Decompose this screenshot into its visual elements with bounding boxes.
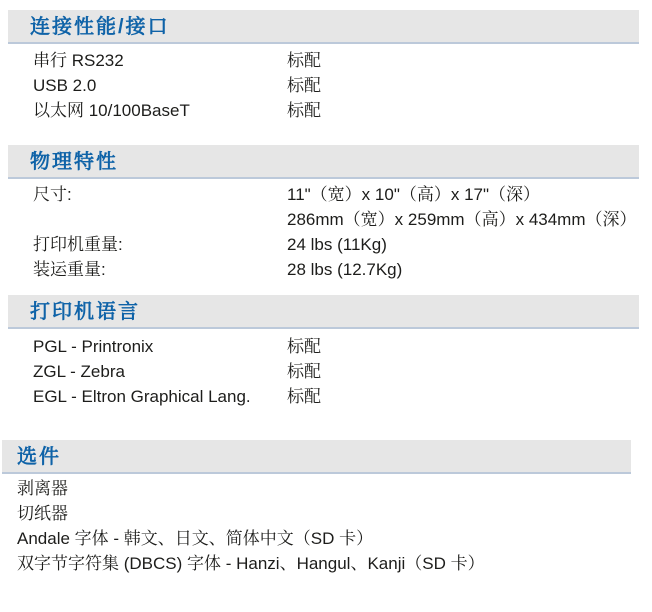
spec-row xyxy=(33,232,387,257)
spec-value: 11"（宽）x 10"（高）x 17"（深） xyxy=(287,185,541,204)
spec-row xyxy=(33,48,321,73)
spec-label: ZGL - Zebra xyxy=(33,362,125,381)
spec-row xyxy=(33,182,541,207)
spec-row xyxy=(33,98,321,123)
option-item: 双字节字符集 (DBCS) 字体 - Hanzi、Hangul、Kanji（SD 卡） xyxy=(17,554,485,573)
spec-value: 28 lbs (12.7Kg) xyxy=(287,260,403,279)
section-title-physical: 物理特性 xyxy=(30,151,118,173)
option-item: 切纸器 xyxy=(17,504,68,523)
option-item: Andale 字体 - 韩文、日文、简体中文（SD 卡） xyxy=(17,529,374,548)
section-band-languages xyxy=(8,295,639,329)
spec-value: 286mm（宽）x 259mm（高）x 434mm（深） xyxy=(287,210,637,229)
spec-label: 串行 RS232 xyxy=(33,51,124,70)
spec-row xyxy=(33,207,637,232)
section-band-options xyxy=(2,440,631,474)
section-rows-languages xyxy=(33,334,321,409)
spec-label: 打印机重量: xyxy=(33,235,123,254)
spec-value: 标配 xyxy=(287,101,321,120)
spec-row xyxy=(33,73,321,98)
spec-row xyxy=(33,334,321,359)
spec-label: 尺寸: xyxy=(33,185,72,204)
section-band-connectivity xyxy=(8,10,639,44)
spec-value: 标配 xyxy=(287,362,321,381)
section-title-connectivity: 连接性能/接口 xyxy=(30,16,170,38)
spec-label: EGL - Eltron Graphical Lang. xyxy=(33,387,251,406)
spec-label: 装运重量: xyxy=(33,260,106,279)
spec-label: PGL - Printronix xyxy=(33,337,154,356)
option-item: 剥离器 xyxy=(17,479,68,498)
spec-value: 标配 xyxy=(287,51,321,70)
spec-value: 标配 xyxy=(287,76,321,95)
spec-value: 24 lbs (11Kg) xyxy=(287,235,387,254)
spec-label: 以太网 10/100BaseT xyxy=(33,101,190,120)
spec-row xyxy=(33,384,321,409)
spec-value: 标配 xyxy=(287,387,321,406)
section-title-languages: 打印机语言 xyxy=(30,301,140,323)
section-rows-connectivity xyxy=(33,48,321,123)
section-title-options: 选件 xyxy=(17,446,61,468)
spec-label: USB 2.0 xyxy=(33,76,97,95)
spec-row xyxy=(33,257,403,282)
spec-value: 标配 xyxy=(287,337,321,356)
section-rows-physical xyxy=(33,182,637,282)
spec-row xyxy=(33,359,321,384)
section-band-physical xyxy=(8,145,639,179)
section-rows-options xyxy=(17,476,485,576)
